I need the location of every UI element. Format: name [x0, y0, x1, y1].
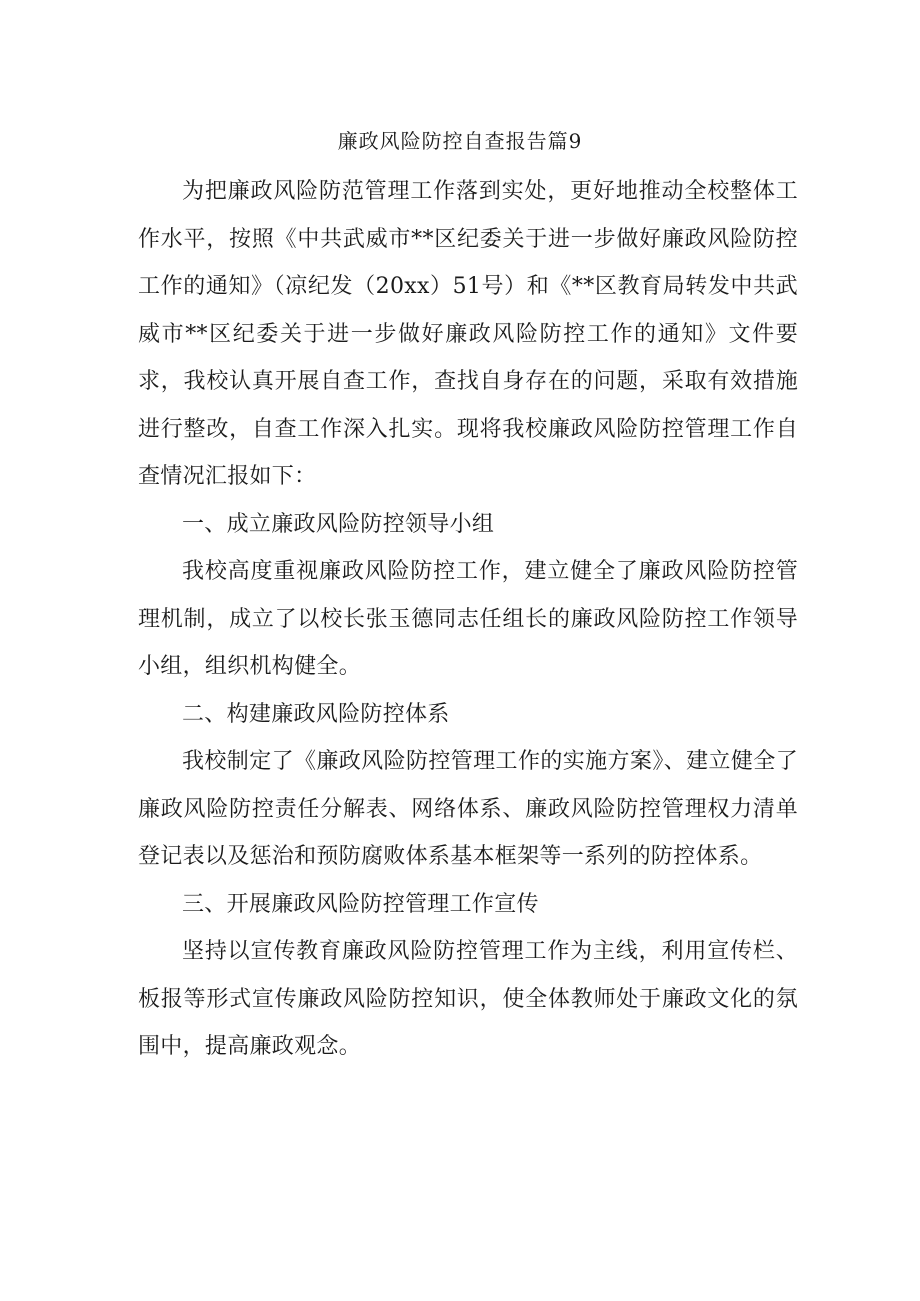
- section-heading-1: 一、成立廉政风险防控领导小组: [182, 511, 495, 537]
- intro-paragraph: 为把廉政风险防范管理工作落到实处，更好地推动全校整体工作水平，按照《中共武威市**区纪委关于进一步做好廉政风险防控工作的通知》（凉纪发（20xx）51号）和《**区教育局转发中共武威市**区纪委关于进一步做好廉政风险防控工作的通知》文件要求，我校认真开展自查工作，查找自身存在的问题，采取有效措施进行整改，自查工作深入扎实。现将我校廉政风险防控管理工作自查情况汇报如下：: [138, 179, 798, 489]
- section-paragraph-2: 我校制定了《廉政风险防控管理工作的实施方案》、建立健全了廉政风险防控责任分解表、网络体系、廉政风险防控管理权力清单登记表以及惩治和预防腐败体系基本框架等一系列的防控体系。: [138, 749, 798, 869]
- document-body: [138, 168, 798, 1071]
- document-title: 廉政风险防控自查报告篇9: [337, 129, 583, 153]
- section-paragraph-1: 我校高度重视廉政风险防控工作，建立健全了廉政风险防控管理机制，成立了以校长张玉德同志任组长的廉政风险防控工作领导小组，组织机构健全。: [138, 559, 798, 679]
- section-heading-3: 三、开展廉政风险防控管理工作宣传: [182, 891, 539, 917]
- section-paragraph-3: 坚持以宣传教育廉政风险防控管理工作为主线，利用宣传栏、板报等形式宣传廉政风险防控知识，使全体教师处于廉政文化的氛围中，提高廉政观念。: [138, 939, 798, 1059]
- section-heading-2: 二、构建廉政风险防控体系: [182, 701, 450, 727]
